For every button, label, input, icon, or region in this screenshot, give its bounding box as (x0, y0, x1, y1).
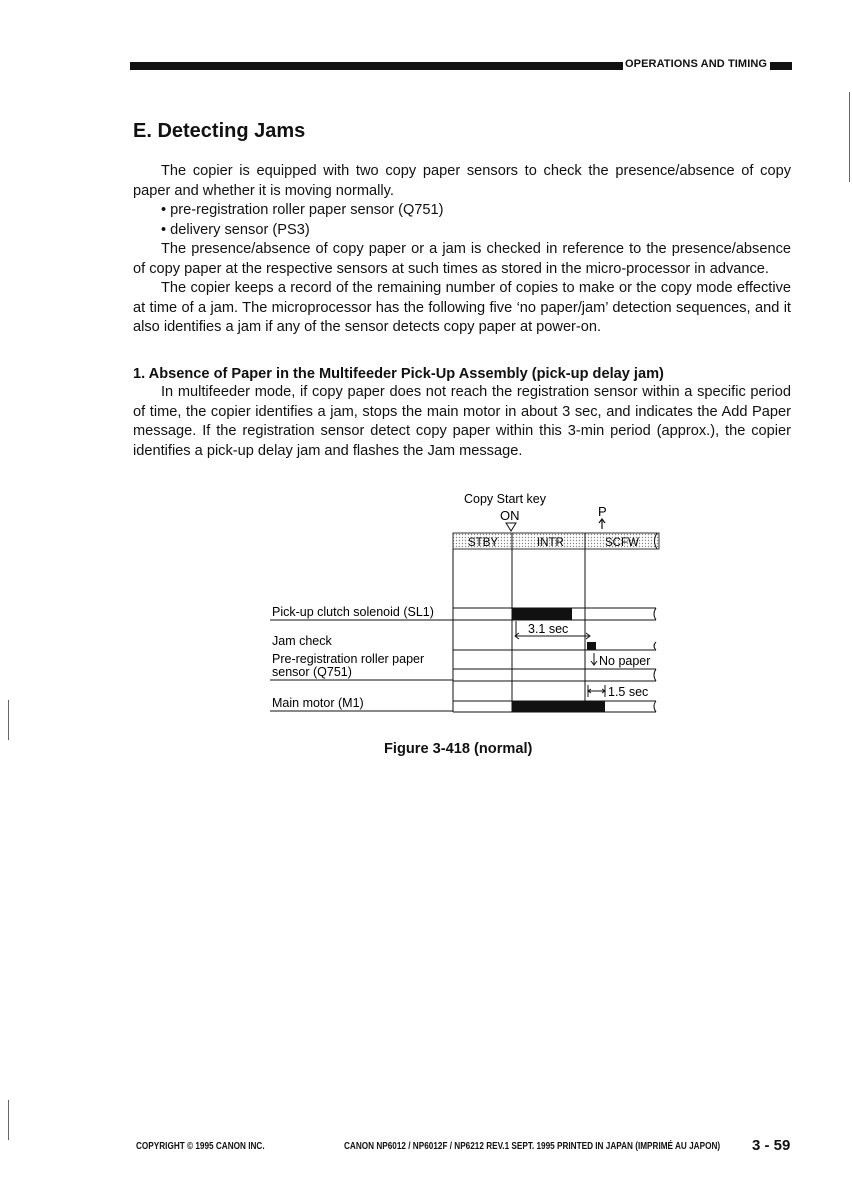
page-number: 3 - 59 (752, 1137, 791, 1154)
intro-block (133, 162, 791, 338)
p-label: P (598, 504, 607, 519)
state-scfw: SCFW (605, 537, 639, 549)
margin-mark (8, 700, 9, 740)
signal-label: Main motor (M1) (272, 696, 364, 710)
p-arrow-icon (599, 519, 605, 529)
list-item-text: pre-registration roller paper sensor (Q751) (170, 202, 444, 218)
no-paper-label: No paper (599, 654, 651, 668)
jam-check-pulse (587, 642, 596, 650)
header-rule (130, 62, 623, 70)
list-item (161, 221, 791, 241)
timing-diagram (260, 485, 680, 720)
intro-para-1: The copier is equipped with two copy paper sensors to check the presence/absence of copy paper and whether it is moving normally. (133, 163, 791, 199)
on-arrow-icon (506, 523, 516, 531)
signal-label: Pick-up clutch solenoid (SL1) (272, 605, 434, 619)
header-rule-end (770, 62, 792, 70)
time-1-5-sec: 1.5 sec (608, 685, 649, 699)
margin-mark (8, 1100, 9, 1140)
copy-start-label: Copy Start key (464, 492, 546, 506)
state-stby: STBY (468, 537, 499, 549)
footer-copyright: COPYRIGHT © 1995 CANON INC. (136, 1141, 265, 1152)
list-item-text: delivery sensor (PS3) (170, 221, 310, 238)
sensor-list (133, 201, 791, 240)
header-title: OPERATIONS AND TIMING (625, 58, 768, 70)
on-label: ON (500, 508, 520, 523)
signal-label: Pre-registration roller paper (272, 652, 425, 666)
subsection-para: In multifeeder mode, if copy paper does not reach the registration sensor within a specific period of time, the copier identifies a jam, stops the main motor in about 3 sec, and indicates the Add Paper message. If the registration sensor detect copy paper within this 3-min period (approx.), the copier identifies a pick-up delay jam and flashes the Jam message. (133, 384, 791, 459)
state-intr: INTR (537, 537, 564, 549)
sl1-on-pulse (512, 608, 572, 620)
margin-mark (849, 92, 850, 182)
subsection-title: 1. Absence of Paper in the Multifeeder Pick-Up Assembly (pick-up delay jam) (133, 366, 664, 382)
figure-caption: Figure 3-418 (normal) (384, 741, 533, 757)
intro-para-2: The presence/absence of copy paper or a jam is checked in reference to the presence/absence of copy paper at the respective sensors at such times as stored in the micro-processor in advance. (133, 241, 791, 277)
list-item (161, 201, 791, 221)
subsection-block (133, 383, 791, 461)
down-arrow-icon (591, 653, 597, 665)
time-3-1-sec: 3.1 sec (528, 622, 569, 636)
section-title: E. Detecting Jams (133, 120, 306, 142)
main-motor-on-pulse (512, 701, 605, 712)
intro-para-3: The copier keeps a record of the remaining number of copies to make or the copy mode effective at time of a jam. The microprocessor has the following five ‘no paper/jam’ detection sequences, and it also identifies a jam if any of the sensor detects copy paper at power-on. (133, 280, 791, 335)
signal-label: sensor (Q751) (272, 665, 352, 679)
signal-label: Jam check (272, 634, 332, 648)
footer-model: CANON NP6012 / NP6012F / NP6212 REV.1 SEPT. 1995 PRINTED IN JAPAN (IMPRIMÉ AU JAPON) (344, 1141, 721, 1152)
